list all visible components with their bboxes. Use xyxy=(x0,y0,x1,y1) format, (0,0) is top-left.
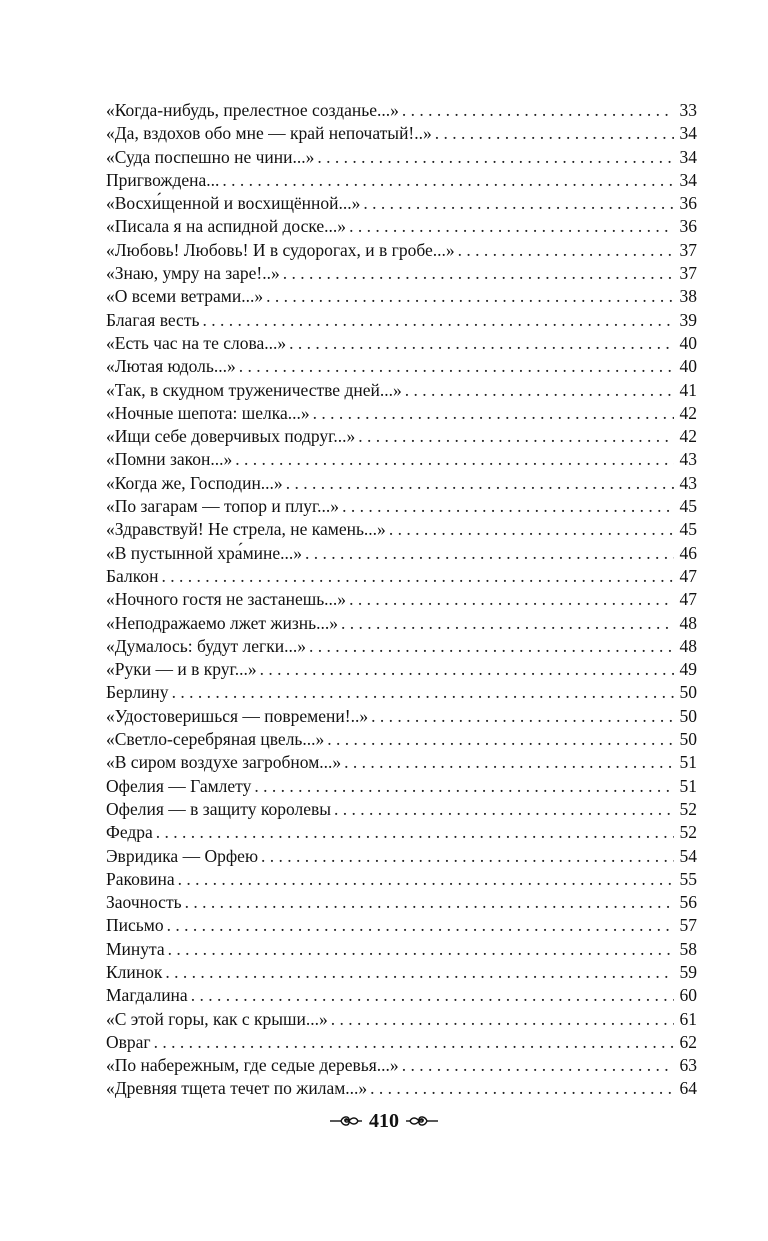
toc-dot-leader xyxy=(161,565,674,588)
toc-entry-page: 43 xyxy=(679,449,697,470)
toc-entry-title: Раковина xyxy=(106,868,175,889)
toc-entry xyxy=(106,542,697,565)
toc-entry-page: 55 xyxy=(679,868,697,889)
toc-dot-leader xyxy=(349,215,674,238)
toc-entry-page: 40 xyxy=(679,332,697,353)
page-number: 410 xyxy=(369,1110,399,1132)
toc-entry xyxy=(106,635,697,658)
toc-entry-title: Пригвождена... xyxy=(106,169,220,190)
toc-entry-title: «Писала я на аспидной доске...» xyxy=(106,216,347,237)
toc-dot-leader xyxy=(363,192,674,215)
toc-entry-page: 37 xyxy=(679,239,697,260)
toc-entry-page: 58 xyxy=(679,938,697,959)
toc-entry-page: 57 xyxy=(679,915,697,936)
toc-dot-leader xyxy=(358,425,674,448)
toc-entry-page: 50 xyxy=(679,705,697,726)
toc-entry xyxy=(106,355,697,378)
toc-entry-title: «В пустынной хра́мине...» xyxy=(106,542,303,563)
toc-entry xyxy=(106,612,697,635)
toc-entry xyxy=(106,798,697,821)
toc-entry-title: «По загарам — топор и плуг...» xyxy=(106,496,340,517)
toc-entry-page: 51 xyxy=(679,752,697,773)
toc-entry-page: 46 xyxy=(679,542,697,563)
flourish-right-icon xyxy=(405,1113,439,1129)
toc-dot-leader xyxy=(185,891,674,914)
toc-entry-page: 62 xyxy=(679,1031,697,1052)
toc-dot-leader xyxy=(260,658,674,681)
toc-entry xyxy=(106,309,697,332)
toc-entry-page: 47 xyxy=(679,565,697,586)
toc-entry-page: 34 xyxy=(679,123,697,144)
toc-entry-page: 56 xyxy=(679,892,697,913)
toc-entry xyxy=(106,821,697,844)
toc-entry-title: Эвридика — Орфею xyxy=(106,845,259,866)
toc-entry-title: «С этой горы, как с крыши...» xyxy=(106,1008,328,1029)
toc-entry-title: Берлину xyxy=(106,682,169,703)
toc-entry-title: «Здравствуй! Не стрела, не камень...» xyxy=(106,519,386,540)
toc-dot-leader xyxy=(458,239,674,262)
toc-entry-page: 42 xyxy=(679,402,697,423)
toc-entry xyxy=(106,961,697,984)
toc-dot-leader xyxy=(309,635,674,658)
toc-entry-title: Магдалина xyxy=(106,985,188,1006)
toc-entry xyxy=(106,775,697,798)
toc-dot-leader xyxy=(305,542,674,565)
toc-entry-page: 40 xyxy=(679,356,697,377)
toc-dot-leader xyxy=(344,751,674,774)
toc-entry xyxy=(106,1077,697,1100)
toc-dot-leader xyxy=(254,775,674,798)
toc-dot-leader xyxy=(235,448,674,471)
toc-entry xyxy=(106,1031,697,1054)
toc-entry-page: 42 xyxy=(679,426,697,447)
toc-dot-leader xyxy=(331,1008,674,1031)
toc-dot-leader xyxy=(172,681,674,704)
toc-entry-title: «Ищи себе доверчивых подруг...» xyxy=(106,426,356,447)
toc-dot-leader xyxy=(239,355,674,378)
toc-entry-title: «О всеми ветрами...» xyxy=(106,286,264,307)
toc-entry-title: «Суда поспешно не чини...» xyxy=(106,146,315,167)
toc-dot-leader xyxy=(266,285,674,308)
toc-entry xyxy=(106,914,697,937)
toc-entry-page: 34 xyxy=(679,169,697,190)
toc-entry-page: 39 xyxy=(679,309,697,330)
toc-dot-leader xyxy=(371,705,674,728)
toc-entry xyxy=(106,402,697,425)
toc-entry xyxy=(106,1054,697,1077)
toc-dot-leader xyxy=(156,821,674,844)
toc-dot-leader xyxy=(317,146,674,169)
toc-entry-title: Клинок xyxy=(106,961,163,982)
toc-entry xyxy=(106,681,697,704)
toc-entry xyxy=(106,169,697,192)
toc-entry-page: 47 xyxy=(679,589,697,610)
toc-entry-title: «Любовь! Любовь! И в судорогах, и в гробе...» xyxy=(106,239,455,260)
toc-entry-title: «Да, вздохов обо мне — край непочатый!..» xyxy=(106,123,432,144)
toc-dot-leader xyxy=(283,262,674,285)
toc-entry xyxy=(106,192,697,215)
toc-dot-leader xyxy=(405,379,674,402)
toc-entry-page: 36 xyxy=(679,193,697,214)
toc-entry-title: «Помни закон...» xyxy=(106,449,233,470)
toc-entry xyxy=(106,588,697,611)
toc-entry xyxy=(106,705,697,728)
toc-entry-title: Письмо xyxy=(106,915,164,936)
toc-entry xyxy=(106,938,697,961)
toc-entry-page: 54 xyxy=(679,845,697,866)
toc-entry xyxy=(106,425,697,448)
toc-dot-leader xyxy=(313,402,674,425)
toc-entry-page: 52 xyxy=(679,822,697,843)
toc-entry xyxy=(106,285,697,308)
toc-entry xyxy=(106,379,697,402)
toc-dot-leader xyxy=(435,122,674,145)
toc-entry xyxy=(106,728,697,751)
toc-entry-page: 34 xyxy=(679,146,697,167)
toc-dot-leader xyxy=(370,1077,674,1100)
toc-entry-title: Балкон xyxy=(106,565,159,586)
toc-entry-title: «По набережным, где седые деревья...» xyxy=(106,1055,399,1076)
toc-entry-page: 49 xyxy=(679,659,697,680)
toc-entry xyxy=(106,146,697,169)
toc-entry xyxy=(106,1008,697,1031)
toc-entry-title: Офелия — Гамлету xyxy=(106,775,252,796)
toc-dot-leader xyxy=(334,798,674,821)
toc-entry xyxy=(106,99,697,122)
toc-dot-leader xyxy=(154,1031,674,1054)
toc-entry-page: 48 xyxy=(679,635,697,656)
toc-entry-page: 60 xyxy=(679,985,697,1006)
toc-entry-title: «Восхи́щенной и восхищённой...» xyxy=(106,193,361,214)
toc-entry xyxy=(106,984,697,1007)
toc-entry-title: «Думалось: будут легки...» xyxy=(106,635,306,656)
toc-entry-title: Овраг xyxy=(106,1031,151,1052)
toc-dot-leader xyxy=(165,961,674,984)
table-of-contents xyxy=(106,99,697,1101)
toc-entry-page: 36 xyxy=(679,216,697,237)
toc-entry-title: «В сиром воздухе загробном...» xyxy=(106,752,342,773)
toc-entry xyxy=(106,845,697,868)
toc-entry-title: «Древняя тщета течет по жилам...» xyxy=(106,1078,368,1099)
toc-entry-page: 52 xyxy=(679,798,697,819)
toc-entry-title: «Когда же, Господин...» xyxy=(106,472,283,493)
toc-entry xyxy=(106,891,697,914)
toc-entry-title: «Руки — и в круг...» xyxy=(106,659,257,680)
toc-entry-title: Федра xyxy=(106,822,153,843)
toc-entry-title: «Светло-серебряная цвель...» xyxy=(106,729,325,750)
toc-dot-leader xyxy=(289,332,674,355)
toc-entry-title: Офелия — в защиту королевы xyxy=(106,798,331,819)
toc-dot-leader xyxy=(402,1054,674,1077)
toc-entry-page: 43 xyxy=(679,472,697,493)
toc-dot-leader xyxy=(168,938,674,961)
toc-entry-page: 63 xyxy=(679,1055,697,1076)
toc-dot-leader xyxy=(191,984,674,1007)
toc-entry-page: 33 xyxy=(679,100,697,120)
toc-entry xyxy=(106,448,697,471)
toc-entry-page: 41 xyxy=(679,379,697,400)
toc-entry-page: 45 xyxy=(679,496,697,517)
toc-dot-leader xyxy=(341,612,674,635)
toc-entry-page: 45 xyxy=(679,519,697,540)
flourish-left-icon xyxy=(329,1113,363,1129)
toc-entry-page: 38 xyxy=(679,286,697,307)
toc-dot-leader xyxy=(222,169,674,192)
toc-entry-title: «Когда-нибудь, прелестное созданье...» xyxy=(106,100,399,120)
toc-dot-leader xyxy=(202,309,674,332)
toc-entry-title: «Ночные шепота: шелка...» xyxy=(106,402,310,423)
toc-entry-title: «Удостоверишься — повремени!..» xyxy=(106,705,369,726)
toc-entry xyxy=(106,122,697,145)
toc-entry-page: 59 xyxy=(679,961,697,982)
page-footer xyxy=(0,1110,768,1132)
toc-dot-leader xyxy=(342,495,674,518)
toc-dot-leader xyxy=(389,518,674,541)
toc-entry xyxy=(106,215,697,238)
toc-dot-leader xyxy=(349,588,674,611)
toc-dot-leader xyxy=(167,914,674,937)
toc-dot-leader xyxy=(286,472,674,495)
toc-entry-title: «Знаю, умру на заре!..» xyxy=(106,263,280,284)
toc-entry-title: Минута xyxy=(106,938,165,959)
toc-entry-page: 50 xyxy=(679,729,697,750)
toc-entry xyxy=(106,472,697,495)
toc-entry xyxy=(106,751,697,774)
toc-entry xyxy=(106,239,697,262)
toc-entry xyxy=(106,658,697,681)
toc-entry-title: Заочность xyxy=(106,892,182,913)
toc-entry-title: «Ночного гостя не застанешь...» xyxy=(106,589,347,610)
toc-entry xyxy=(106,565,697,588)
toc-dot-leader xyxy=(178,868,674,891)
toc-entry xyxy=(106,868,697,891)
toc-entry-title: «Лютая юдоль...» xyxy=(106,356,236,377)
toc-entry-title: Благая весть xyxy=(106,309,200,330)
toc-dot-leader xyxy=(261,845,674,868)
toc-entry-page: 51 xyxy=(679,775,697,796)
toc-entry-title: «Есть час на те слова...» xyxy=(106,332,287,353)
toc-entry-page: 37 xyxy=(679,263,697,284)
toc-entry xyxy=(106,518,697,541)
toc-entry-page: 50 xyxy=(679,682,697,703)
toc-entry-page: 48 xyxy=(679,612,697,633)
toc-entry-title: «Так, в скудном труженичестве дней...» xyxy=(106,379,402,400)
toc-entry xyxy=(106,262,697,285)
toc-dot-leader xyxy=(402,99,674,122)
toc-entry xyxy=(106,495,697,518)
toc-entry-page: 61 xyxy=(679,1008,697,1029)
toc-entry-title: «Неподражаемо лжет жизнь...» xyxy=(106,612,338,633)
toc-entry xyxy=(106,332,697,355)
toc-entry-page: 64 xyxy=(679,1078,697,1099)
toc-dot-leader xyxy=(327,728,674,751)
